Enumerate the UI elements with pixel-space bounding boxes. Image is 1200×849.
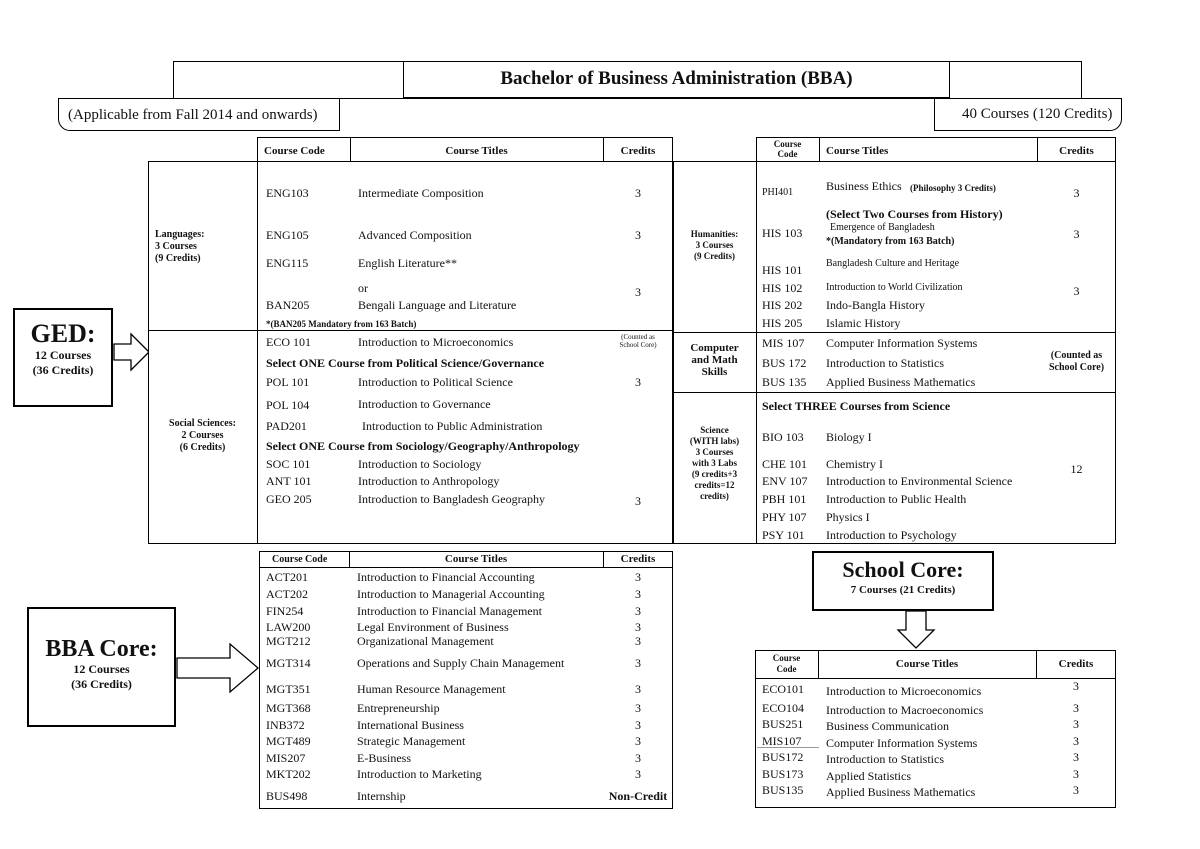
school-core-arrow-icon	[896, 610, 936, 650]
science-heading: Select THREE Courses from Science	[762, 399, 951, 413]
ged-courses: 12 Courses	[34, 348, 92, 362]
school-col-code: Course Code	[772, 653, 801, 674]
bba-col-credits: Credits	[620, 553, 656, 565]
ged-right-col-credits: Credits	[1059, 145, 1094, 157]
school-core-label	[812, 557, 994, 597]
ged-right-col-titles: Course Titles	[826, 145, 889, 157]
ged-code-eng115: ENG115	[266, 256, 309, 270]
bba-core-credits: (36 Credits)	[71, 677, 132, 691]
humanities-label: Humanities: 3 Courses (9 Credits)	[690, 229, 739, 261]
computer-math-label: Computer and Math Skills	[690, 342, 739, 378]
ged-right-col-code: Course Code	[773, 139, 802, 159]
ged-left-col-code: Course Code	[264, 145, 325, 157]
pol-heading: Select ONE Course from Political Science/Governance	[266, 356, 545, 370]
applicable-text: (Applicable from Fall 2014 and onwards)	[68, 107, 318, 123]
school-core-subtitle: 7 Courses (21 Credits)	[850, 584, 956, 596]
ged-left-col-credits: Credits	[620, 145, 656, 157]
bba-col-code: Course Code	[272, 554, 328, 565]
ged-credits: (36 Credits)	[32, 363, 94, 377]
ged-arrow-icon	[113, 332, 151, 372]
ged-left-col-titles: Course Titles	[445, 145, 508, 157]
science-label: Science (WITH labs) 3 Courses with 3 Labs (9 credits+3 credits=12 credits)	[689, 425, 740, 501]
page-title: Bachelor of Business Administration (BBA)	[500, 68, 853, 89]
school-col-credits: Credits	[1058, 658, 1094, 670]
school-core-title: School Core:	[842, 557, 964, 582]
social-sciences-label: Social Sciences: 2 Courses (6 Credits)	[169, 418, 236, 453]
ged-title: GED:	[30, 319, 96, 348]
bba-core-arrow-icon	[176, 640, 260, 696]
ged-label	[13, 320, 113, 378]
science-credits: 12	[1070, 462, 1083, 476]
bba-core-label	[27, 636, 176, 692]
his-heading: (Select Two Courses from History)	[826, 207, 1003, 221]
languages-label: Languages: 3 Courses (9 Credits)	[155, 229, 205, 264]
bba-col-titles: Course Titles	[444, 553, 508, 565]
total-text: 40 Courses (120 Credits)	[962, 106, 1113, 122]
computer-note: (Counted as School Core)	[1048, 350, 1105, 373]
soc-heading: Select ONE Course from Sociology/Geography/Anthropology	[266, 439, 580, 453]
school-col-titles: Course Titles	[895, 658, 959, 670]
bba-core-title: BBA Core:	[45, 636, 158, 662]
languages-note: *(BAN205 Mandatory from 163 Batch)	[266, 319, 417, 329]
bba-core-courses: 12 Courses	[73, 662, 130, 676]
